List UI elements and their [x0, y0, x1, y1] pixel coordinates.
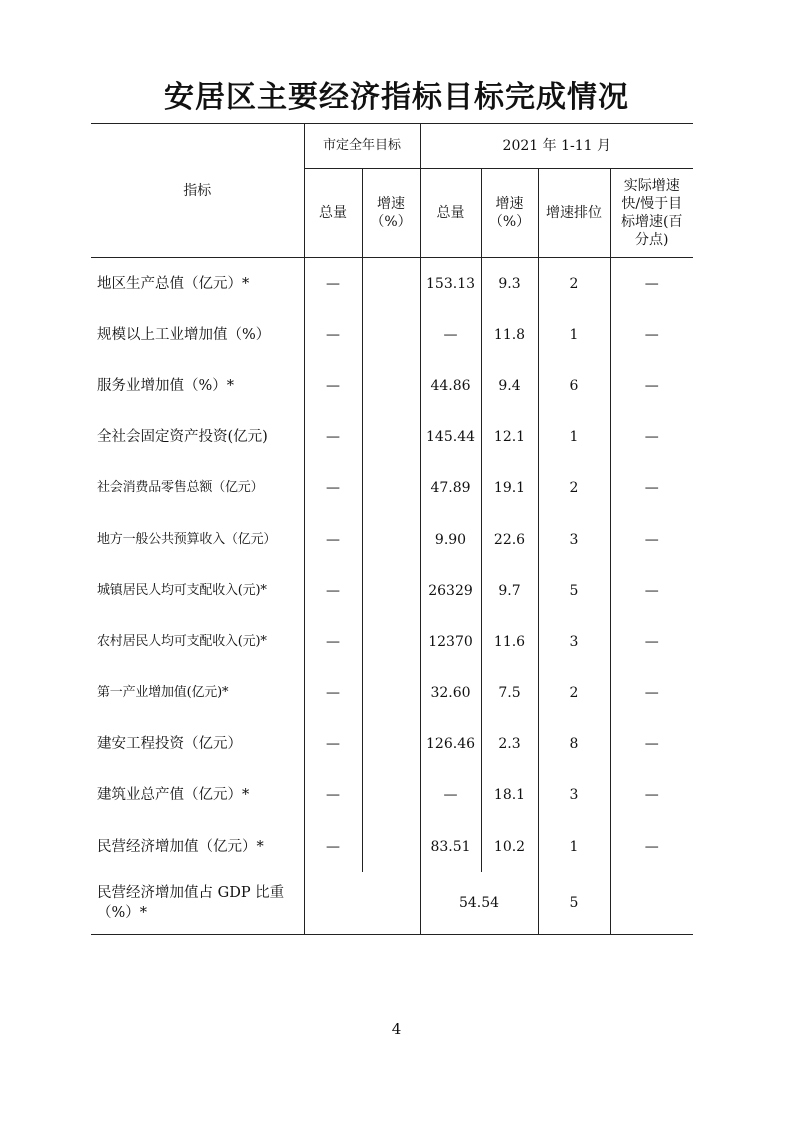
row-name: 服务业增加值（%）*	[97, 377, 235, 394]
row-city-total: —	[304, 565, 362, 616]
row-diff: —	[610, 565, 693, 616]
row-growth: 11.8	[481, 309, 538, 360]
row-total: 153.13	[420, 258, 481, 310]
header-period: 2021 年 1-11 月	[420, 124, 693, 169]
row-growth: 9.3	[481, 258, 538, 310]
row-total: 26329	[420, 565, 481, 616]
row-diff: —	[610, 412, 693, 463]
row-name: 第一产业增加值(亿元)*	[97, 685, 229, 701]
row-total: 44.86	[420, 360, 481, 411]
row-total: 12370	[420, 616, 481, 667]
header-diff-line2: 快/慢于目	[621, 196, 683, 212]
row-total: 47.89	[420, 463, 481, 514]
header-index: 指标	[91, 124, 304, 258]
row-diff-empty	[610, 872, 693, 935]
row-city-growth	[362, 668, 420, 719]
header-diff	[610, 169, 693, 258]
header-city-growth-line1: 增速	[377, 196, 405, 212]
header-period-growth-line2: （%）	[488, 214, 531, 230]
row-city-total: —	[304, 719, 362, 770]
row-diff: —	[610, 309, 693, 360]
table-row	[91, 514, 693, 565]
row-rank: 2	[538, 463, 610, 514]
row-city-total: —	[304, 668, 362, 719]
row-total: 145.44	[420, 412, 481, 463]
row-name: 全社会固定资产投资(亿元)	[97, 429, 268, 446]
table-row	[91, 770, 693, 821]
row-name: 社会消费品零售总额（亿元）	[97, 480, 264, 496]
row-total: —	[420, 309, 481, 360]
header-period-total: 总量	[420, 169, 481, 258]
table-row	[91, 616, 693, 667]
header-row-top	[91, 124, 693, 169]
row-name: 民营经济增加值占 GDP 比重（%）*	[91, 872, 304, 935]
indicators-table	[91, 123, 693, 935]
row-diff: —	[610, 770, 693, 821]
row-name: 建筑业总产值（亿元）*	[97, 787, 250, 804]
row-rank: 2	[538, 258, 610, 310]
table-row	[91, 668, 693, 719]
row-rank: 1	[538, 821, 610, 872]
row-rank: 6	[538, 360, 610, 411]
row-growth: 18.1	[481, 770, 538, 821]
row-diff: —	[610, 821, 693, 872]
row-rank: 8	[538, 719, 610, 770]
row-name: 建安工程投资（亿元）	[97, 736, 242, 753]
row-growth: 2.3	[481, 719, 538, 770]
row-name: 民营经济增加值（亿元）*	[97, 838, 264, 855]
row-city-total: —	[304, 412, 362, 463]
row-growth: 19.1	[481, 463, 538, 514]
row-city-total: —	[304, 463, 362, 514]
row-city-growth	[362, 821, 420, 872]
header-period-growth	[481, 169, 538, 258]
row-growth: 12.1	[481, 412, 538, 463]
row-city-growth	[362, 360, 420, 411]
row-growth: 10.2	[481, 821, 538, 872]
page-number: 4	[391, 1020, 402, 1038]
row-name: 农村居民人均可支配收入(元)*	[97, 633, 267, 649]
row-city-total: —	[304, 616, 362, 667]
row-city-growth	[362, 514, 420, 565]
row-rank: 3	[538, 514, 610, 565]
row-city-growth	[362, 463, 420, 514]
page-title: 安居区主要经济指标目标完成情况	[164, 80, 629, 115]
row-name: 规模以上工业增加值（%）	[97, 326, 271, 343]
header-diff-line4: 分点)	[635, 232, 669, 248]
row-name: 地区生产总值（亿元）*	[97, 275, 250, 292]
row-diff: —	[610, 258, 693, 310]
row-diff: —	[610, 514, 693, 565]
row-name: 城镇居民人均可支配收入(元)*	[97, 582, 267, 598]
row-city-growth	[362, 616, 420, 667]
row-share-value: 54.54	[420, 872, 538, 935]
row-city-total: —	[304, 258, 362, 310]
row-diff: —	[610, 616, 693, 667]
row-city-total: —	[304, 821, 362, 872]
table-row	[91, 412, 693, 463]
row-city-growth	[362, 770, 420, 821]
table-row	[91, 309, 693, 360]
table-row-gdp-share	[91, 872, 693, 935]
row-diff: —	[610, 463, 693, 514]
header-city-growth-line2: （%）	[370, 214, 412, 230]
row-rank: 3	[538, 770, 610, 821]
row-growth: 22.6	[481, 514, 538, 565]
header-rank: 增速排位	[538, 169, 610, 258]
table-row	[91, 463, 693, 514]
row-city-growth	[362, 719, 420, 770]
row-city-growth	[362, 565, 420, 616]
row-growth: 9.7	[481, 565, 538, 616]
table-row	[91, 360, 693, 411]
header-period-growth-line1: 增速	[495, 196, 524, 212]
row-total: 32.60	[420, 668, 481, 719]
row-rank: 3	[538, 616, 610, 667]
row-diff: —	[610, 719, 693, 770]
row-rank: 1	[538, 309, 610, 360]
row-growth: 11.6	[481, 616, 538, 667]
row-city-growth	[362, 412, 420, 463]
row-diff: —	[610, 668, 693, 719]
header-diff-line3: 标增速(百	[621, 214, 683, 230]
row-city-total: —	[304, 309, 362, 360]
table-row	[91, 821, 693, 872]
row-total: 126.46	[420, 719, 481, 770]
row-city-target-empty	[304, 872, 420, 935]
row-city-growth	[362, 258, 420, 310]
header-city-growth	[362, 169, 420, 258]
row-rank: 2	[538, 668, 610, 719]
table-row	[91, 565, 693, 616]
row-total: —	[420, 770, 481, 821]
table-row	[91, 258, 693, 310]
header-city-total: 总量	[304, 169, 362, 258]
row-city-total: —	[304, 770, 362, 821]
row-diff: —	[610, 360, 693, 411]
header-diff-line1: 实际增速	[623, 178, 680, 194]
row-city-growth	[362, 309, 420, 360]
row-rank: 5	[538, 565, 610, 616]
header-city-target: 市定全年目标	[304, 124, 420, 169]
row-growth: 7.5	[481, 668, 538, 719]
row-city-total: —	[304, 514, 362, 565]
row-name: 地方一般公共预算收入（亿元）	[97, 531, 277, 547]
row-total: 9.90	[420, 514, 481, 565]
row-city-total: —	[304, 360, 362, 411]
row-rank: 5	[538, 872, 610, 935]
row-total: 83.51	[420, 821, 481, 872]
row-rank: 1	[538, 412, 610, 463]
table-row	[91, 719, 693, 770]
row-growth: 9.4	[481, 360, 538, 411]
